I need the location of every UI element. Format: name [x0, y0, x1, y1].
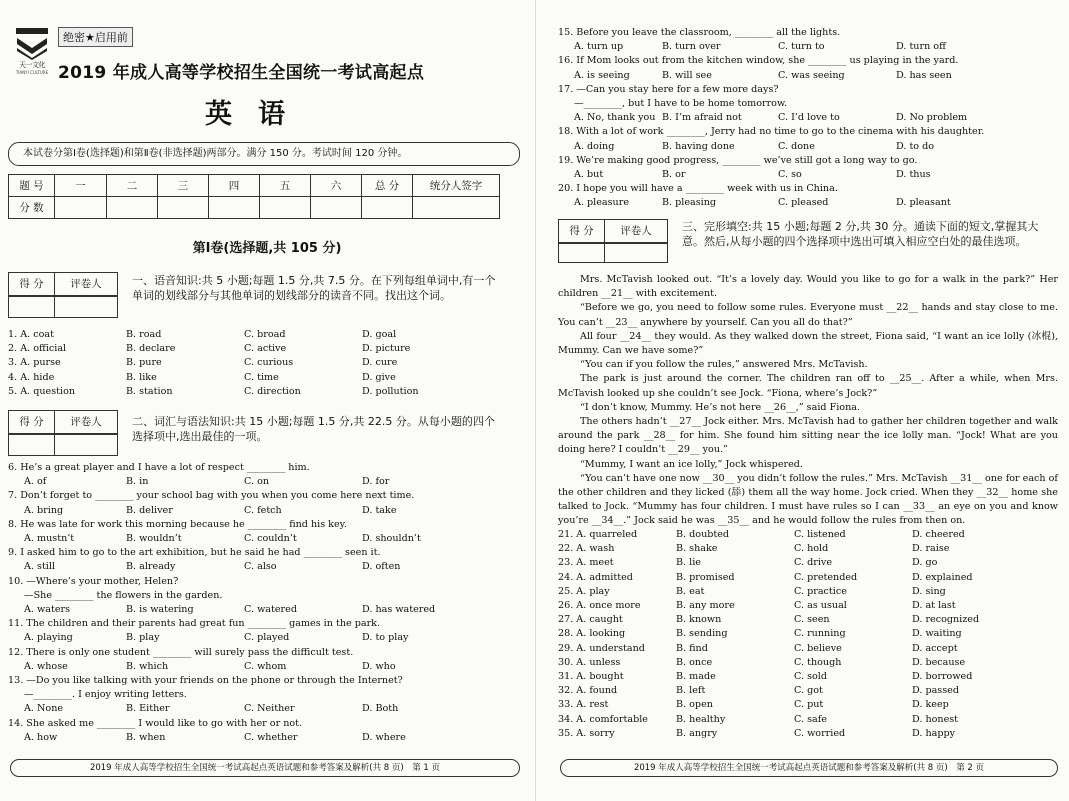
option-row	[558, 599, 1058, 613]
option-row	[558, 713, 1058, 727]
answer-option[interactable]: B. station	[126, 385, 173, 397]
exam-page-1	[0, 0, 534, 801]
answer-option[interactable]: 3. A. purse	[8, 357, 61, 369]
answer-option[interactable]: B. turn over	[662, 41, 721, 53]
answer-option[interactable]: D. who	[362, 660, 396, 672]
grader-score-cell[interactable]	[9, 435, 55, 455]
answer-option[interactable]: C. sold	[794, 671, 828, 683]
option-row	[8, 731, 518, 745]
answer-option[interactable]: B. is watering	[126, 604, 194, 616]
option-row	[558, 656, 1058, 670]
answer-option[interactable]: A. doing	[574, 140, 615, 152]
score-cell: 五	[260, 175, 311, 197]
answer-option[interactable]: A. bring	[24, 504, 64, 516]
answer-option[interactable]: B. I’m afraid not	[662, 112, 742, 124]
answer-option[interactable]: 4. A. hide	[8, 371, 55, 383]
answer-option[interactable]: D. where	[362, 731, 406, 743]
answer-option[interactable]: D. often	[362, 561, 401, 573]
option-row	[558, 613, 1058, 627]
option-row	[8, 532, 518, 546]
option-row	[558, 140, 1058, 154]
answer-option[interactable]: B. promised	[676, 571, 735, 583]
option-row	[8, 504, 518, 518]
answer-option[interactable]: B. once	[676, 656, 713, 668]
answer-option[interactable]: B. road	[126, 329, 162, 340]
answer-option[interactable]: A. turn up	[574, 41, 624, 53]
answer-option[interactable]: C. put	[794, 699, 824, 711]
cloze-passage	[558, 273, 1058, 529]
passage-paragraph: “Mummy, I want an ice lolly,” Jock whispered.	[580, 458, 803, 470]
answer-option[interactable]: D. for	[362, 476, 390, 488]
option-row	[8, 660, 518, 674]
answer-option[interactable]: D. turn off	[896, 41, 946, 53]
answer-option[interactable]: C. active	[244, 343, 287, 355]
answer-option[interactable]: D. keep	[912, 699, 949, 711]
answer-option[interactable]: 30. A. unless	[558, 656, 621, 668]
option-row	[558, 670, 1058, 684]
answer-option[interactable]: D. honest	[912, 713, 959, 725]
score-cell: 三	[158, 175, 209, 197]
answer-option[interactable]: B. known	[676, 614, 722, 626]
answer-option[interactable]: C. Neither	[244, 703, 295, 715]
answer-option[interactable]: C. played	[244, 632, 290, 644]
question-stem: 19. We’re making good progress, ________ we’ve still got a long way to go.	[558, 154, 918, 166]
answer-option[interactable]: C. as usual	[794, 600, 847, 612]
grader-reviewer-label: 评卷人	[70, 278, 102, 290]
section-1-description: 一、语音知识:共 5 小题;每题 1.5 分,共 7.5 分。在下列每组单词中,有一个单词的划线部分与其他单词的划线部分的读音不同。找出这个词。	[132, 274, 496, 302]
answer-option[interactable]: C. watered	[244, 604, 297, 616]
option-row	[558, 542, 1058, 556]
grader-score-label: 得 分	[9, 411, 55, 433]
answer-option[interactable]: C. direction	[244, 385, 301, 397]
answer-option[interactable]: 34. A. comfortable	[558, 713, 648, 725]
score-table	[8, 174, 500, 219]
score-input-cell[interactable]	[209, 197, 260, 219]
answer-option[interactable]: C. broad	[244, 329, 286, 340]
answer-option[interactable]: C. though	[794, 656, 842, 668]
answer-option[interactable]: B. left	[676, 685, 706, 697]
answer-option[interactable]: D. at last	[912, 600, 956, 612]
question-stem: 6. He’s a great player and I have a lot of respect ________ him.	[8, 462, 310, 473]
grader-score-label: 得 分	[9, 273, 55, 295]
page-footer-2: 2019 年成人高等学校招生全国统一考试高起点英语试题和参考答案及解析(共 8 页) 第 2 页	[560, 759, 1058, 777]
subject-title: 英语	[205, 99, 311, 130]
phonetics-row	[8, 356, 508, 370]
section-1-questions	[8, 328, 508, 399]
question-stem: 8. He was late for work this morning because he ________ find his key.	[8, 518, 347, 530]
answer-option[interactable]: C. got	[794, 685, 823, 697]
answer-option[interactable]: B. which	[126, 660, 169, 672]
option-row	[558, 727, 1058, 741]
grader-reviewer-cell[interactable]	[55, 297, 117, 317]
answer-option[interactable]: B. already	[126, 561, 176, 573]
score-input-cell[interactable]	[55, 197, 107, 219]
answer-option[interactable]: C. on	[244, 476, 270, 488]
answer-option[interactable]: C. whether	[244, 731, 298, 743]
answer-option[interactable]: B. healthy	[676, 713, 726, 725]
answer-option[interactable]: B. angry	[676, 727, 718, 739]
answer-option[interactable]: 35. A. sorry	[558, 727, 615, 739]
logo-text: 天一文化	[19, 61, 45, 69]
answer-option[interactable]: C. pleased	[778, 197, 829, 209]
answer-option[interactable]: C. fetch	[244, 504, 282, 516]
answer-option[interactable]: B. pleasing	[662, 197, 717, 209]
answer-option[interactable]: C. practice	[794, 585, 847, 597]
answer-option[interactable]: B. open	[676, 699, 713, 711]
page-footer-1: 2019 年成人高等学校招生全国统一考试高起点英语试题和参考答案及解析(共 8 页) 第 1 页	[10, 759, 520, 777]
answer-option[interactable]: B. wouldn’t	[126, 533, 182, 545]
phonetics-row	[8, 342, 508, 356]
section-2-description: 二、词汇与语法知识:共 15 小题;每题 1.5 分,共 22.5 分。从每小题的四个选择项中,选出最佳的一项。	[132, 415, 495, 443]
answer-option[interactable]: D. passed	[912, 685, 959, 697]
answer-option[interactable]: B. when	[126, 731, 166, 743]
answer-option[interactable]: D. pleasant	[896, 197, 951, 209]
answer-option[interactable]: D. pollution	[362, 385, 419, 397]
passage-paragraph: Mrs. McTavish looked out. “It’s a lovely day. Would you like to go for a walk in the park?” Her children __21__ with excitement.	[558, 274, 1058, 300]
answer-option[interactable]: D. shouldn’t	[362, 533, 421, 545]
answer-option[interactable]: B. deliver	[126, 504, 173, 516]
grader-box-2-blank	[8, 434, 118, 456]
score-cell: 四	[209, 175, 260, 197]
passage-paragraph: “Before we go, you need to follow some rules. Everyone must __22__ hands and stay close to me. You can’t __23__ anywhere by yourself. Can you all do that?”	[558, 302, 1058, 328]
score-input-cell[interactable]	[260, 197, 311, 219]
question-stem: 9. I asked him to go to the art exhibition, but he said he had ________ seen it.	[8, 547, 381, 559]
answer-option[interactable]: 26. A. once more	[558, 600, 641, 612]
score-row-label: 分 数	[9, 197, 55, 219]
answer-option[interactable]: B. eat	[676, 585, 705, 597]
answer-option[interactable]: 2. A. official	[8, 343, 67, 355]
answer-option[interactable]: 22. A. wash	[558, 543, 615, 555]
answer-option[interactable]: C. curious	[244, 357, 294, 369]
answer-option[interactable]: D. cure	[362, 357, 398, 369]
answer-option[interactable]: C. time	[244, 371, 279, 383]
passage-paragraph: “I don’t know, Mummy. He’s not here __26__,” said Fiona.	[580, 401, 861, 413]
answer-option[interactable]: A. still	[24, 561, 56, 573]
answer-option[interactable]: D. recognized	[912, 614, 980, 626]
answer-option[interactable]: B. Either	[126, 703, 170, 715]
option-row	[558, 69, 1058, 83]
question-stem: 10. —Where’s your mother, Helen?	[8, 575, 179, 587]
option-row	[558, 556, 1058, 570]
question-stem-reply: —She ________ the flowers in the garden.	[24, 589, 223, 601]
answer-option[interactable]: 21. A. quarreled	[558, 529, 638, 540]
answer-option[interactable]: B. pure	[126, 357, 162, 369]
answer-option[interactable]: C. pretended	[794, 571, 858, 583]
answer-option[interactable]: C. safe	[794, 713, 827, 725]
exam-instructions: 本试卷分第Ⅰ卷(选择题)和第Ⅱ卷(非选择题)两部分。满分 150 分。考试时间 120 分钟。	[8, 142, 520, 166]
answer-option[interactable]: B. lie	[676, 557, 701, 569]
option-row	[8, 702, 518, 716]
answer-option[interactable]: D. No problem	[896, 112, 968, 124]
answer-option[interactable]: D. raise	[912, 543, 950, 555]
answer-option[interactable]: C. done	[778, 140, 815, 152]
answer-option[interactable]: A. mustn’t	[24, 533, 75, 545]
option-row	[558, 168, 1058, 182]
passage-paragraph: “You can if you follow the rules,” answered Mrs. McTavish.	[580, 359, 868, 371]
score-cell: 统分人签字	[413, 175, 500, 197]
score-input-cell[interactable]	[311, 197, 362, 219]
option-row	[558, 627, 1058, 641]
option-row	[8, 475, 518, 489]
answer-option[interactable]: B. doubted	[676, 529, 730, 540]
answer-option[interactable]: D. borrowed	[912, 671, 973, 683]
score-cell: 六	[311, 175, 362, 197]
answer-option[interactable]: C. believe	[794, 642, 842, 654]
grader-reviewer-cell[interactable]	[55, 435, 117, 455]
question-stem: 12. There is only one student ________ will surely pass the difficult test.	[8, 646, 354, 658]
question-stem: 11. The children and their parents had great fun ________ games in the park.	[8, 618, 381, 630]
answer-option[interactable]: B. play	[126, 632, 160, 644]
answer-option[interactable]: D. thus	[896, 169, 931, 181]
answer-option[interactable]: C. hold	[794, 543, 829, 555]
answer-option[interactable]: C. drive	[794, 557, 832, 569]
answer-option[interactable]: D. picture	[362, 343, 411, 355]
chevron-logo-icon	[14, 26, 50, 60]
answer-option[interactable]: A. None	[24, 703, 64, 715]
option-row	[558, 684, 1058, 698]
grader-box-2	[8, 410, 118, 434]
answer-option[interactable]: A. waters	[24, 604, 71, 616]
answer-option[interactable]: C. seen	[794, 614, 830, 626]
score-cell: 题 号	[9, 175, 55, 197]
section-2-questions	[8, 461, 518, 745]
answer-option[interactable]: B. declare	[126, 343, 176, 355]
answer-option[interactable]: 32. A. found	[558, 685, 618, 697]
answer-option[interactable]: B. or	[662, 169, 686, 181]
answer-option[interactable]: C. listened	[794, 529, 846, 540]
grader-score-cell[interactable]	[559, 244, 605, 262]
answer-option[interactable]: 5. A. question	[8, 385, 76, 397]
grader-reviewer-label: 评卷人	[70, 416, 102, 428]
grader-score-cell[interactable]	[9, 297, 55, 317]
passage-paragraph: “You can’t have one now __30__ you didn’t follow the rules.” Mrs. McTavish __31__ one for each of the other children and they licked (舔) them all the way home. Jock cried. When they __32__ home she talked to Jock. “Mummy has four children. I must have rules so I can __33__ an eye on you and know you’re __34__.” Jock said he was __35__ and he would follow the rules from then on.	[558, 472, 1058, 527]
answer-option[interactable]: 33. A. rest	[558, 699, 609, 711]
grader-reviewer-label: 评卷人	[620, 225, 652, 237]
part-one-heading: 第Ⅰ卷(选择题,共 105 分)	[192, 241, 342, 256]
answer-option[interactable]: C. was seeing	[778, 69, 845, 81]
question-stem: 16. If Mom looks out from the kitchen window, she ________ us playing in the yard.	[558, 55, 959, 67]
score-cell: 二	[107, 175, 158, 197]
grader-box-1-blank	[8, 296, 118, 318]
score-cell: 一	[55, 175, 107, 197]
answer-option[interactable]: A. how	[24, 731, 58, 743]
answer-option[interactable]: A. No, thank you	[574, 112, 656, 124]
score-input-cell[interactable]	[413, 197, 500, 219]
answer-option[interactable]: 24. A. admitted	[558, 571, 633, 583]
grader-reviewer-cell[interactable]	[605, 244, 667, 262]
score-cell: 总 分	[362, 175, 413, 197]
answer-option[interactable]: D. cheered	[912, 529, 965, 540]
score-input-cell[interactable]	[107, 197, 158, 219]
answer-option[interactable]: 23. A. meet	[558, 557, 614, 569]
phonetics-row	[8, 385, 508, 399]
answer-option[interactable]: C. turn to	[778, 41, 825, 53]
score-table-header-row	[9, 175, 500, 197]
answer-option[interactable]: D. has watered	[362, 604, 436, 616]
score-input-cell[interactable]	[362, 197, 413, 219]
option-row	[558, 196, 1058, 210]
answer-option[interactable]: B. find	[676, 642, 708, 654]
grader-box-3-blank	[558, 243, 668, 263]
answer-option[interactable]: 28. A. looking	[558, 628, 626, 640]
grader-box-1	[8, 272, 118, 296]
answer-option[interactable]: B. like	[126, 371, 157, 383]
answer-option[interactable]: D. accept	[912, 642, 958, 654]
exam-page-2	[535, 0, 1069, 801]
option-row	[558, 40, 1058, 54]
answer-option[interactable]: A. whose	[24, 660, 68, 672]
answer-option[interactable]: C. so	[778, 169, 802, 181]
answer-option[interactable]: C. I’d love to	[778, 112, 840, 124]
answer-option[interactable]: B. shake	[676, 543, 718, 555]
score-table-score-row	[9, 197, 500, 219]
answer-option[interactable]: B. having done	[662, 140, 735, 152]
answer-option[interactable]: C. worried	[794, 727, 846, 739]
section-3-options	[558, 528, 1058, 741]
answer-option[interactable]: D. to do	[896, 140, 935, 152]
answer-option[interactable]: B. any more	[676, 600, 735, 612]
answer-option[interactable]: 29. A. understand	[558, 642, 645, 654]
answer-option[interactable]: 27. A. caught	[558, 614, 623, 626]
option-row	[558, 528, 1058, 542]
answer-option[interactable]: 31. A. bought	[558, 671, 624, 683]
exam-title: 2019 年成人高等学校招生全国统一考试高起点	[58, 63, 425, 83]
answer-option[interactable]: C. whom	[244, 660, 287, 672]
answer-option[interactable]: D. explained	[912, 571, 973, 583]
answer-option[interactable]: 25. A. play	[558, 585, 610, 597]
question-stem: 20. I hope you will have a ________ week with us in China.	[558, 183, 838, 195]
answer-option[interactable]: D. has seen	[896, 69, 952, 81]
question-stem-reply: —________, but I have to be home tomorrow.	[574, 98, 788, 110]
phonetics-row	[8, 371, 508, 385]
answer-option[interactable]: C. running	[794, 628, 846, 640]
option-row	[558, 571, 1058, 585]
answer-option[interactable]: D. take	[362, 504, 397, 516]
answer-option[interactable]: 1. A. coat	[8, 329, 54, 340]
option-row	[558, 111, 1058, 125]
passage-paragraph: The park is just around the corner. The children ran off to __25__. After a while, when Mrs. McTavish looked up she couldn’t see Jock. “Fiona, where’s Jock?”	[558, 373, 1058, 399]
passage-paragraph: All four __24__ they would. As they walked down the street, Fiona said, “I want an ice lolly (冰棍), Mummy. Can we have some?”	[558, 330, 1058, 357]
answer-option[interactable]: D. go	[912, 557, 938, 569]
question-stem: 13. —Do you like talking with your friends on the phone or through the Internet?	[8, 675, 403, 687]
option-row	[8, 603, 518, 617]
option-row	[558, 698, 1058, 712]
grader-box-3	[558, 219, 668, 243]
answer-option[interactable]: C. also	[244, 561, 277, 573]
phonetics-row	[8, 328, 508, 342]
option-row	[558, 642, 1058, 656]
option-row	[558, 585, 1058, 599]
grader-score-label: 得 分	[559, 220, 605, 242]
passage-paragraph: The others hadn’t __27__ Jock either. Mrs. McTavish had to gather her children together and walk around the park __28__ for him. She found him sitting near the ice lolly man. “Jock! What are you doing here? I couldn’t __29__ you.”	[558, 416, 1058, 456]
answer-option[interactable]: D. because	[912, 656, 966, 668]
answer-option[interactable]: D. sing	[912, 585, 946, 597]
answer-option[interactable]: B. made	[676, 671, 716, 683]
question-stem: 14. She asked me ________ I would like to go with her or not.	[8, 717, 303, 729]
answer-option[interactable]: A. is seeing	[574, 69, 630, 81]
question-stem: 18. With a lot of work ________, Jerry had no time to go to the cinema with his daughter.	[558, 126, 985, 138]
publisher-logo	[14, 26, 50, 76]
option-row	[8, 560, 518, 574]
answer-option[interactable]: B. sending	[676, 628, 728, 640]
answer-option[interactable]: A. of	[24, 476, 47, 488]
answer-option[interactable]: B. in	[126, 476, 149, 488]
secret-label: 绝密★启用前	[58, 27, 133, 47]
score-input-cell[interactable]	[158, 197, 209, 219]
question-stem-reply: —________. I enjoy writing letters.	[24, 689, 187, 701]
question-stem: 17. —Can you stay here for a few more days?	[558, 83, 779, 95]
option-row	[8, 631, 518, 645]
answer-option[interactable]: D. Both	[362, 703, 399, 715]
question-stem: 15. Before you leave the classroom, ________ all the lights.	[558, 27, 841, 38]
section-2-questions-continued	[558, 26, 1058, 211]
answer-option[interactable]: A. playing	[24, 632, 73, 644]
section-3-description: 三、完形填空:共 15 小题;每题 2 分,共 30 分。通读下面的短文,掌握其大意。然后,从每小题的四个选择项中选出可填入相应空白处的最佳选项。	[682, 220, 1039, 248]
answer-option[interactable]: D. happy	[912, 727, 956, 739]
answer-option[interactable]: A. pleasure	[574, 197, 630, 209]
answer-option[interactable]: D. to play	[362, 632, 409, 644]
answer-option[interactable]: C. couldn’t	[244, 533, 297, 545]
answer-option[interactable]: D. waiting	[912, 628, 962, 640]
answer-option[interactable]: D. goal	[362, 329, 397, 340]
answer-option[interactable]: D. give	[362, 371, 396, 383]
question-stem: 7. Don’t forget to ________ your school bag with you when you come here next time.	[8, 490, 415, 502]
logo-english: TIANYI CULTURE	[15, 70, 49, 75]
answer-option[interactable]: B. will see	[662, 69, 712, 81]
answer-option[interactable]: A. but	[574, 169, 604, 181]
